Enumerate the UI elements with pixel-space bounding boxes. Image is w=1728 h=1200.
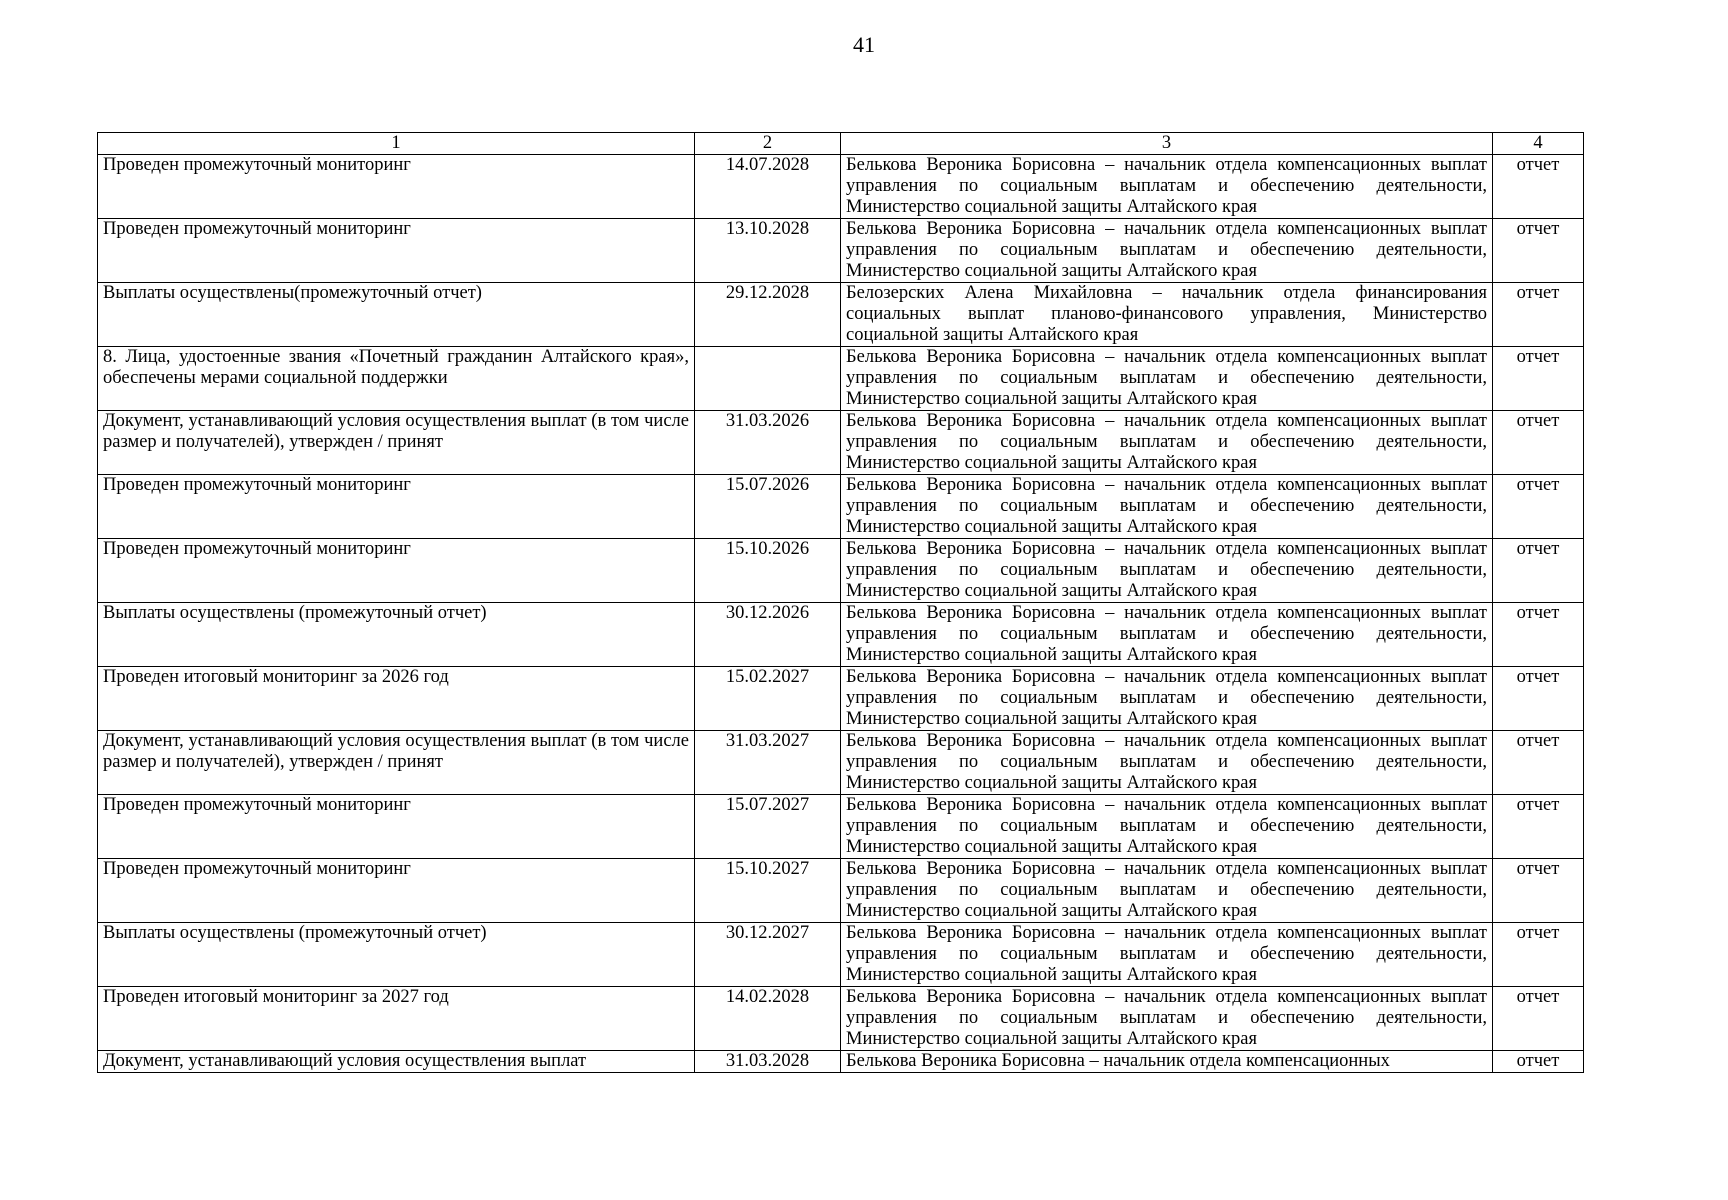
table-row bbox=[98, 923, 1584, 987]
event-cell: Выплаты осуществлены(промежуточный отчет) bbox=[98, 283, 695, 347]
responsible-cell: Белькова Вероника Борисовна – начальник отдела компенсационных выплат управления по социальным выплатам и обеспечению деятельности, Министерство социальной защиты Алтайского края bbox=[841, 475, 1493, 539]
date-cell: 15.07.2027 bbox=[695, 795, 841, 859]
column-header: 1 bbox=[98, 133, 695, 155]
responsible-cell: Белькова Вероника Борисовна – начальник отдела компенсационных выплат управления по социальным выплатам и обеспечению деятельности, Министерство социальной защиты Алтайского края bbox=[841, 155, 1493, 219]
date-cell: 14.07.2028 bbox=[695, 155, 841, 219]
table-row bbox=[98, 155, 1584, 219]
event-cell: 8. Лица, удостоенные звания «Почетный гражданин Алтайского края», обеспечены мерами социальной поддержки bbox=[98, 347, 695, 411]
date-cell: 15.02.2027 bbox=[695, 667, 841, 731]
result-cell: отчет bbox=[1493, 475, 1584, 539]
result-cell: отчет bbox=[1493, 283, 1584, 347]
table-row bbox=[98, 795, 1584, 859]
date-cell bbox=[695, 347, 841, 411]
responsible-cell: Белькова Вероника Борисовна – начальник отдела компенсационных выплат управления по социальным выплатам и обеспечению деятельности, Министерство социальной защиты Алтайского края bbox=[841, 539, 1493, 603]
date-cell: 31.03.2026 bbox=[695, 411, 841, 475]
page-number: 41 bbox=[853, 32, 875, 57]
table-row bbox=[98, 539, 1584, 603]
event-cell: Документ, устанавливающий условия осуществления выплат (в том числе размер и получателей), утвержден / принят bbox=[98, 411, 695, 475]
event-cell: Проведен промежуточный мониторинг bbox=[98, 475, 695, 539]
event-cell: Проведен итоговый мониторинг за 2026 год bbox=[98, 667, 695, 731]
table-row bbox=[98, 603, 1584, 667]
result-cell: отчет bbox=[1493, 859, 1584, 923]
event-cell: Проведен промежуточный мониторинг bbox=[98, 859, 695, 923]
result-cell: отчет bbox=[1493, 1051, 1584, 1073]
responsible-cell: Белькова Вероника Борисовна – начальник отдела компенсационных выплат управления по социальным выплатам и обеспечению деятельности, Министерство социальной защиты Алтайского края bbox=[841, 347, 1493, 411]
column-header: 4 bbox=[1493, 133, 1584, 155]
responsible-cell: Белозерских Алена Михайловна – начальник отдела финансирования социальных выплат планово-финансового управления, Министерство социальной защиты Алтайского края bbox=[841, 283, 1493, 347]
responsible-cell: Белькова Вероника Борисовна – начальник отдела компенсационных выплат управления по социальным выплатам и обеспечению деятельности, Министерство социальной защиты Алтайского края bbox=[841, 987, 1493, 1051]
date-cell: 31.03.2028 bbox=[695, 1051, 841, 1073]
result-cell: отчет bbox=[1493, 987, 1584, 1051]
date-cell: 13.10.2028 bbox=[695, 219, 841, 283]
event-cell: Выплаты осуществлены (промежуточный отчет) bbox=[98, 923, 695, 987]
table-row bbox=[98, 859, 1584, 923]
table-row bbox=[98, 667, 1584, 731]
result-cell: отчет bbox=[1493, 667, 1584, 731]
date-cell: 15.07.2026 bbox=[695, 475, 841, 539]
responsible-cell: Белькова Вероника Борисовна – начальник отдела компенсационных выплат управления по социальным выплатам и обеспечению деятельности, Министерство социальной защиты Алтайского края bbox=[841, 411, 1493, 475]
responsible-cell: Белькова Вероника Борисовна – начальник отдела компенсационных выплат управления по социальным выплатам и обеспечению деятельности, Министерство социальной защиты Алтайского края bbox=[841, 923, 1493, 987]
responsible-cell: Белькова Вероника Борисовна – начальник отдела компенсационных bbox=[841, 1051, 1493, 1073]
responsible-cell: Белькова Вероника Борисовна – начальник отдела компенсационных выплат управления по социальным выплатам и обеспечению деятельности, Министерство социальной защиты Алтайского края bbox=[841, 603, 1493, 667]
result-cell: отчет bbox=[1493, 603, 1584, 667]
result-cell: отчет bbox=[1493, 347, 1584, 411]
responsible-cell: Белькова Вероника Борисовна – начальник отдела компенсационных выплат управления по социальным выплатам и обеспечению деятельности, Министерство социальной защиты Алтайского края bbox=[841, 219, 1493, 283]
event-cell: Проведен итоговый мониторинг за 2027 год bbox=[98, 987, 695, 1051]
event-cell: Проведен промежуточный мониторинг bbox=[98, 155, 695, 219]
date-cell: 29.12.2028 bbox=[695, 283, 841, 347]
responsible-cell: Белькова Вероника Борисовна – начальник отдела компенсационных выплат управления по социальным выплатам и обеспечению деятельности, Министерство социальной защиты Алтайского края bbox=[841, 859, 1493, 923]
result-cell: отчет bbox=[1493, 731, 1584, 795]
responsible-cell: Белькова Вероника Борисовна – начальник отдела компенсационных выплат управления по социальным выплатам и обеспечению деятельности, Министерство социальной защиты Алтайского края bbox=[841, 667, 1493, 731]
date-cell: 15.10.2026 bbox=[695, 539, 841, 603]
event-cell: Документ, устанавливающий условия осуществления выплат bbox=[98, 1051, 695, 1073]
table-row bbox=[98, 411, 1584, 475]
result-cell: отчет bbox=[1493, 539, 1584, 603]
event-cell: Выплаты осуществлены (промежуточный отчет) bbox=[98, 603, 695, 667]
result-cell: отчет bbox=[1493, 411, 1584, 475]
date-cell: 30.12.2026 bbox=[695, 603, 841, 667]
result-cell: отчет bbox=[1493, 795, 1584, 859]
date-cell: 15.10.2027 bbox=[695, 859, 841, 923]
plan-table bbox=[97, 132, 1584, 1073]
event-cell: Проведен промежуточный мониторинг bbox=[98, 795, 695, 859]
table-row bbox=[98, 347, 1584, 411]
responsible-cell: Белькова Вероника Борисовна – начальник отдела компенсационных выплат управления по социальным выплатам и обеспечению деятельности, Министерство социальной защиты Алтайского края bbox=[841, 731, 1493, 795]
column-header: 2 bbox=[695, 133, 841, 155]
result-cell: отчет bbox=[1493, 923, 1584, 987]
table-row bbox=[98, 1051, 1584, 1073]
table-row bbox=[98, 475, 1584, 539]
header-row bbox=[98, 133, 1584, 155]
table-row bbox=[98, 987, 1584, 1051]
date-cell: 30.12.2027 bbox=[695, 923, 841, 987]
date-cell: 31.03.2027 bbox=[695, 731, 841, 795]
table-row bbox=[98, 219, 1584, 283]
table-row bbox=[98, 283, 1584, 347]
table-row bbox=[98, 731, 1584, 795]
event-cell: Документ, устанавливающий условия осуществления выплат (в том числе размер и получателей), утвержден / принят bbox=[98, 731, 695, 795]
column-header: 3 bbox=[841, 133, 1493, 155]
event-cell: Проведен промежуточный мониторинг bbox=[98, 539, 695, 603]
date-cell: 14.02.2028 bbox=[695, 987, 841, 1051]
result-cell: отчет bbox=[1493, 219, 1584, 283]
event-cell: Проведен промежуточный мониторинг bbox=[98, 219, 695, 283]
result-cell: отчет bbox=[1493, 155, 1584, 219]
responsible-cell: Белькова Вероника Борисовна – начальник отдела компенсационных выплат управления по социальным выплатам и обеспечению деятельности, Министерство социальной защиты Алтайского края bbox=[841, 795, 1493, 859]
